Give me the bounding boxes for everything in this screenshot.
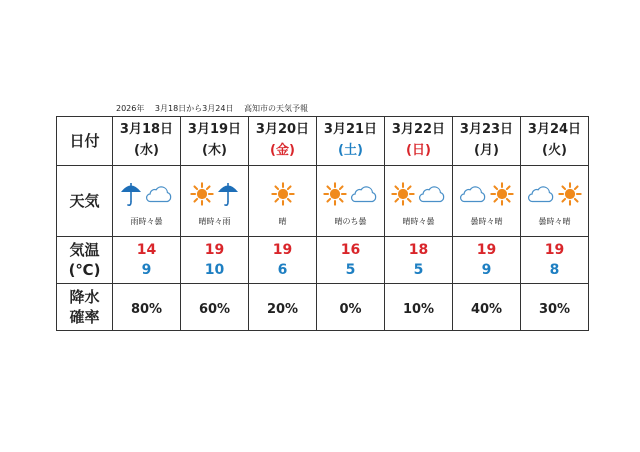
- date-cell: [113, 117, 181, 166]
- high-temp: 19: [476, 242, 497, 258]
- weather-text: 雨時々曇: [130, 216, 163, 226]
- high-temp: 19: [204, 242, 225, 258]
- precipitation-cell: [317, 284, 385, 331]
- weather-label: 天気: [69, 192, 100, 210]
- temperature-cell: [385, 237, 453, 284]
- rain-chance: 10%: [402, 301, 435, 317]
- weather-icons: [521, 176, 588, 212]
- high-temp: 18: [408, 242, 429, 258]
- temperature-label: 気温: [69, 241, 100, 259]
- low-temp: 5: [413, 262, 424, 278]
- weather-text: 晴のち曇: [334, 216, 367, 226]
- date-row: [57, 117, 589, 166]
- high-temp: 19: [272, 242, 293, 258]
- low-temp: 9: [481, 262, 492, 278]
- precipitation-label: 降水: [69, 288, 100, 306]
- weather-text: 曇時々晴: [538, 216, 571, 226]
- precipitation-cell: [453, 284, 521, 331]
- precipitation-header-cell: [57, 284, 113, 331]
- rain-chance: 0%: [339, 301, 362, 317]
- low-temp: 5: [345, 262, 356, 278]
- temperature-unit-label: (℃): [68, 261, 101, 279]
- precipitation-cell: [249, 284, 317, 331]
- temperature-cell: [113, 237, 181, 284]
- weather-text: 晴時々曇: [402, 216, 435, 226]
- temperature-cell: [181, 237, 249, 284]
- high-temp: 14: [136, 242, 157, 258]
- cloud-icon: [144, 183, 174, 205]
- weekday-text: (木): [202, 143, 227, 158]
- date-text: 3月21日: [323, 122, 378, 137]
- date-text: 3月19日: [187, 122, 242, 137]
- date-cell: [521, 117, 589, 166]
- weather-icons: [249, 176, 316, 212]
- precipitation-cell: [181, 284, 249, 331]
- weekday-text: (金): [270, 143, 295, 158]
- cloud-icon: [458, 183, 488, 205]
- date-text: 3月20日: [255, 122, 310, 137]
- date-label: 日付: [69, 132, 100, 150]
- weather-cell: [521, 166, 589, 237]
- sun-icon: [390, 181, 416, 207]
- date-cell: [317, 117, 385, 166]
- cloud-icon: [417, 183, 447, 205]
- sun-icon: [270, 181, 296, 207]
- date-text: 3月23日: [459, 122, 514, 137]
- weather-row: [57, 166, 589, 237]
- date-text: 3月24日: [527, 122, 582, 137]
- date-text: 3月18日: [119, 122, 174, 137]
- precipitation-cell: [113, 284, 181, 331]
- cloud-icon: [349, 183, 379, 205]
- weekday-text: (土): [338, 143, 363, 158]
- weather-icons: [317, 176, 384, 212]
- date-cell: [453, 117, 521, 166]
- temperature-cell: [521, 237, 589, 284]
- weather-text: 曇時々晴: [470, 216, 503, 226]
- forecast-table: [56, 116, 589, 331]
- weather-header-cell: [57, 166, 113, 237]
- temperature-cell: [317, 237, 385, 284]
- weather-icons: [385, 176, 452, 212]
- low-temp: 8: [549, 262, 560, 278]
- weather-cell: [317, 166, 385, 237]
- sun-icon: [557, 181, 583, 207]
- sun-icon: [322, 181, 348, 207]
- weather-cell: [249, 166, 317, 237]
- date-cell: [385, 117, 453, 166]
- weekday-text: (日): [406, 143, 431, 158]
- forecast-caption: 2026年 3月18日から3月24日 高知市の天気予報: [116, 104, 308, 113]
- umbrella-icon: [119, 180, 143, 208]
- sun-icon: [489, 181, 515, 207]
- weather-icons: [453, 176, 520, 212]
- precipitation-row: [57, 284, 589, 331]
- weekday-text: (月): [474, 143, 499, 158]
- rain-chance: 60%: [198, 301, 231, 317]
- rain-chance: 20%: [266, 301, 299, 317]
- weather-text: 晴: [278, 216, 287, 226]
- weather-cell: [385, 166, 453, 237]
- probability-label: 確率: [69, 308, 100, 326]
- temperature-cell: [249, 237, 317, 284]
- precipitation-cell: [385, 284, 453, 331]
- sun-icon: [189, 181, 215, 207]
- temperature-header-cell: [57, 237, 113, 284]
- low-temp: 9: [141, 262, 152, 278]
- low-temp: 10: [204, 262, 225, 278]
- umbrella-icon: [216, 180, 240, 208]
- weather-icons: [181, 176, 248, 212]
- low-temp: 6: [277, 262, 288, 278]
- date-header-cell: [57, 117, 113, 166]
- date-text: 3月22日: [391, 122, 446, 137]
- date-cell: [249, 117, 317, 166]
- precipitation-cell: [521, 284, 589, 331]
- weekday-text: (水): [134, 143, 159, 158]
- weather-cell: [113, 166, 181, 237]
- temperature-row: [57, 237, 589, 284]
- rain-chance: 40%: [470, 301, 503, 317]
- weather-cell: [181, 166, 249, 237]
- weather-text: 晴時々雨: [198, 216, 231, 226]
- weekday-text: (火): [542, 143, 567, 158]
- high-temp: 19: [544, 242, 565, 258]
- rain-chance: 80%: [130, 301, 163, 317]
- date-cell: [181, 117, 249, 166]
- weather-icons: [113, 176, 180, 212]
- temperature-cell: [453, 237, 521, 284]
- weather-cell: [453, 166, 521, 237]
- rain-chance: 30%: [538, 301, 571, 317]
- high-temp: 16: [340, 242, 361, 258]
- cloud-icon: [526, 183, 556, 205]
